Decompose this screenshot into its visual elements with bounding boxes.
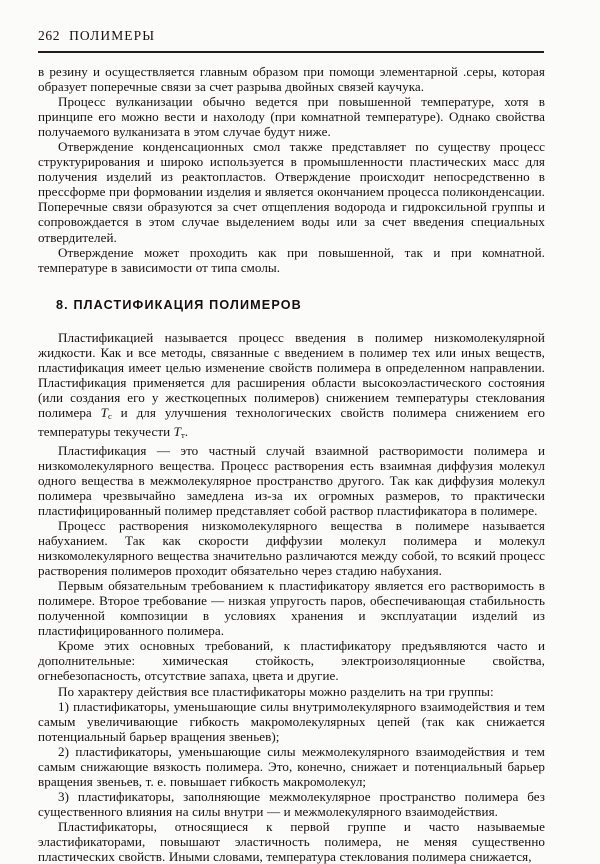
paragraph-first-requirement: Первым обязательным требованием к пластификатору является его растворимость в полимере. Второе требование — низкая упругость паров, обеспечивающая стабильность полученной композиции в условиях хранения и эксплуатации изделий из пластифицированного полимера.: [38, 578, 545, 639]
paragraph-three-groups-intro: По характеру действия все пластификаторы можно разделить на три группы:: [58, 683, 494, 699]
symbol-flow-temperature-letter: T: [173, 423, 182, 439]
running-header: [38, 28, 544, 44]
paragraph-vulcanization: Процесс вулканизации обычно ведется при повышенной температуре, хотя в принципе его можно вести и нахолоду (при комнатной температуре). Однако свойства получаемого вулканизата в этом случае будут ниже.: [38, 94, 545, 140]
running-header-title: ПОЛИМЕРЫ: [69, 28, 156, 43]
symbol-glass-transition-letter: T: [100, 404, 108, 420]
heading-spacer-after: [38, 313, 545, 330]
list-item-3: 3) пластификаторы, заполняющие межмолекулярное пространство полимера без существенного влияния на силы внутри — и межмолекулярного взаимодействия.: [38, 788, 545, 819]
page-number: 262: [38, 28, 61, 43]
text-column: [38, 64, 545, 864]
paragraph-text-part-1: Пластификацией называется процесс введения в полимер низкомолекулярной жидкости. Как и все методы, связанные с введением в полимер тех или иных веществ, пластификация имеет целью изменение свойств полимера в определенном направлении. Пластификация применяется для расширения области высокоэластического состояния (или создания его у жесткоцепных полимеров) снижением температуры стеклования полимера: [38, 329, 545, 420]
list-item-1: 1) пластификаторы, уменьшающие силы внутримолекулярного взаимодействия и тем самым увеличивающие гибкость макромолекулярных цепей (так как снижается потенциальный барьер вращения звеньев);: [38, 698, 545, 744]
running-header-line: [38, 28, 544, 44]
paragraph-curing-temperature: Отверждение может проходить как при повышенной, так и при комнатной. температуре в зависимости от типа смолы.: [38, 244, 545, 275]
heading-spacer-before: [38, 275, 545, 297]
paragraph-text-part-2: и для улучшения технологических свойств полимера снижением его температуры текучести: [38, 404, 545, 439]
paragraph-swelling: Процесс растворения низкомолекулярного вещества в полимере называется набуханием. Так как скорости диффузии молекул полимера и молекул низкомолекулярного вещества значительно различаются между собой, то всякий процесс растворения полимеров проходит обязательно через стадию набухания.: [38, 518, 545, 579]
paragraph-continuation: в резину и осуществляется главным образом при помощи элементарной .серы, которая образует поперечные связи за счет разрыва двойных связей каучука.: [38, 64, 545, 95]
paragraph-mutual-solubility: Пластификация — это частный случай взаимной растворимости полимера и низкомолекулярного вещества. Процесс растворения есть взаимная диффузия молекул одного вещества в межмолекулярное пространство другого. Так как диффузия молекул полимера чрезвычайно замедлена из-за их огромных размеров, то практически пластифицированный полимер представляет собой раствор пластификатора в полимере.: [38, 442, 545, 518]
symbol-flow-temperature-subscript: т: [181, 429, 185, 440]
list-item-2: 2) пластификаторы, уменьшающие силы межмолекулярного взаимодействия и тем самым снижающие вязкость полимера. Это, конечно, снижает и потенциальный барьер вращения звеньев, т. е. повышает гибкость макромолекул;: [38, 743, 545, 789]
paragraph-plasticization-definition: [38, 330, 545, 443]
header-rule: [38, 51, 544, 53]
paragraph-additional-requirements: Кроме этих основных требований, к пластификатору предъявляются часто и дополнительные: химическая стойкость, электроизоляционные свойства, огнебезопасность, отсутствие запаха, цвета и другие.: [38, 638, 545, 684]
paragraph-elastificators: Пластификаторы, относящиеся к первой группе и часто называемые эластификаторами, повышают эластичность полимера, не меняя существенно пластических свойств. Иными словами, температура стеклования полимера снижается,: [38, 818, 545, 864]
paragraph-text-part-3: .: [184, 423, 189, 439]
paragraph-curing-resins: Отверждение конденсационных смол также представляет по существу процесс структурирования и широко используется в промышленности пластических масс для получения изделий из реактопластов. Отверждение происходит непосредственно в прессформе при формовании изделия и является окончанием процесса поликонденсации. Поперечные связи образуются за счет отщепления водорода и гидроксильной группы и сопровождается в этом случае выделением воды или за счет введения специальных отвердителей.: [38, 139, 545, 245]
symbol-glass-transition-subscript: с: [107, 410, 112, 421]
symbol-flow-temperature: [174, 424, 185, 439]
symbol-glass-transition: [101, 405, 112, 420]
section-heading: 8. ПЛАСТИФИКАЦИЯ ПОЛИМЕРОВ: [56, 297, 302, 312]
